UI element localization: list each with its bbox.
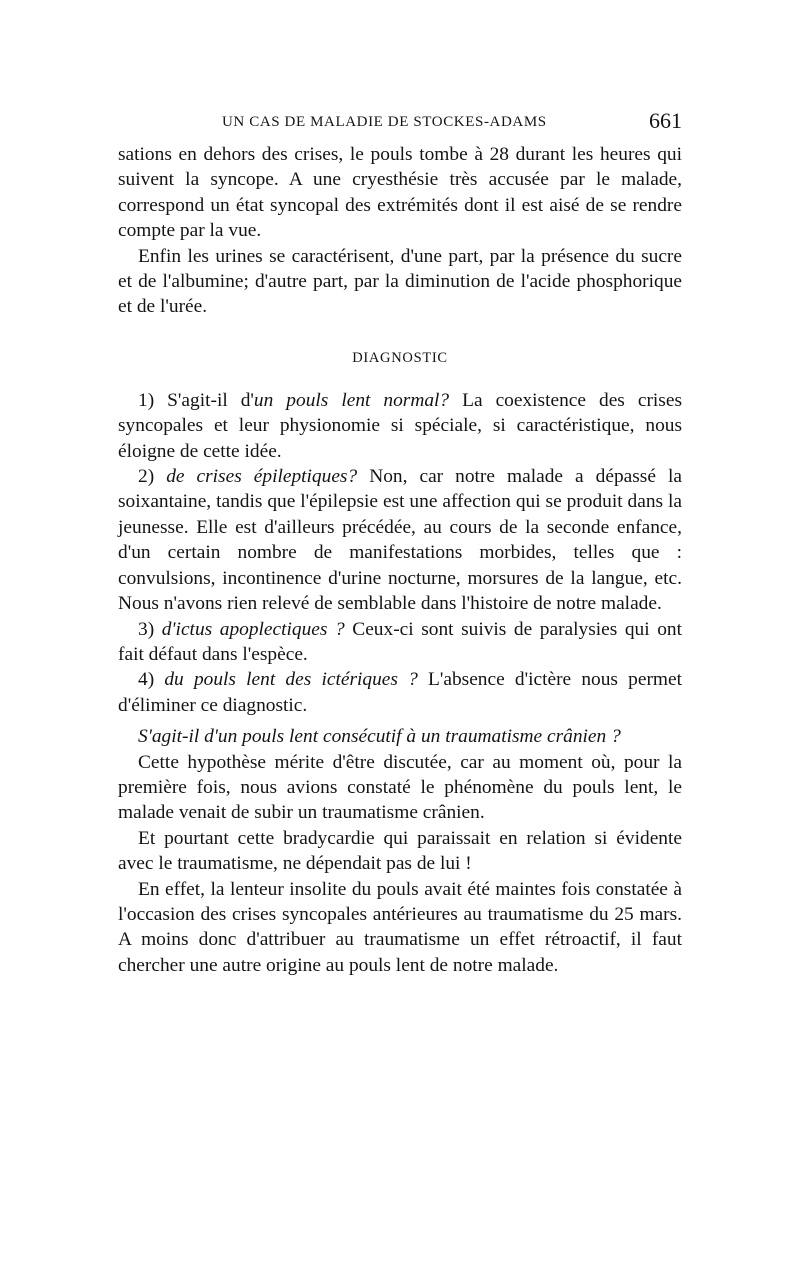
paragraph-bradycardia: Et pourtant cette bradycardie qui paraissait en relation si évidente avec le traumatisme, ne dépendait pas de lui !	[118, 827, 682, 875]
item-1-italic: un pouls lent normal?	[253, 389, 450, 411]
book-page	[118, 108, 682, 978]
item-3-text: Ceux-ci sont suivis de paralysies qui ont fait défaut dans l'espèce.	[118, 618, 682, 665]
item-3-lead: 3)	[138, 618, 162, 640]
item-1-lead: 1) S'agit-il d'	[138, 389, 254, 411]
page-number: 661	[649, 108, 682, 133]
item-2-lead: 2)	[138, 466, 167, 488]
item-4-italic: du pouls lent des ictériques ?	[164, 669, 418, 691]
item-1-text: La coexistence des crises syncopales et leur physionomie si spéciale, si caractéristique, nous éloigne de cette idée.	[118, 389, 683, 462]
section-heading-diagnostic: DIAGNOSTIC	[352, 349, 448, 366]
item-2-text: Non, car notre malade a dépassé la soixantaine, tandis que l'épilepsie est une affection qui se produit dans la jeunesse. Elle est d'ailleurs précédée, au cours de la seconde enfance, d'un certain nombre de manifestations morbides, telles que : convulsions, incontinence d'urine nocturne, morsures de la langue, etc. Nous n'avons rien relevé de semblable dans l'histoire de notre malade.	[118, 466, 682, 615]
item-4-lead: 4)	[138, 669, 165, 691]
item-4-text: L'absence d'ictère nous permet d'éliminer ce diagnostic.	[118, 669, 682, 716]
body-text	[118, 142, 682, 978]
paragraph-continuation: sations en dehors des crises, le pouls tombe à 28 durant les heures qui suivent la syncope. A une cryesthésie très accusée par le malade, correspond un état syncopal des extrémités dont il est aisé de se rendre compte par la vue.	[118, 144, 682, 242]
question-heading: S'agit-il d'un pouls lent consécutif à un traumatisme crânien ?	[138, 726, 621, 748]
paragraph-hypothesis: Cette hypothèse mérite d'être discutée, car au moment où, pour la première fois, nous avions constaté le phénomène du pouls lent, le malade venait de subir un traumatisme crânien.	[118, 751, 682, 824]
item-2-italic: de crises épileptiques?	[166, 466, 358, 488]
running-title: UN CAS DE MALADIE DE STOCKES-ADAMS	[222, 114, 547, 130]
diagnostic-item-4	[118, 667, 682, 718]
running-header	[118, 108, 682, 142]
diagnostic-item-2	[118, 464, 682, 616]
diagnostic-item-1	[118, 388, 682, 464]
paragraph-urines: Enfin les urines se caractérisent, d'une part, par la présence du sucre et de l'albumine; d'autre part, par la diminution de l'acide phosphorique et de l'urée.	[118, 245, 682, 318]
item-3-italic: d'ictus apoplectiques ?	[161, 618, 345, 640]
diagnostic-item-3	[118, 617, 682, 668]
paragraph-conclusion: En effet, la lenteur insolite du pouls avait été maintes fois constatée à l'occasion des crises syncopales antérieures au traumatisme du 25 mars. A moins donc d'attribuer au traumatisme un effet rétroactif, il faut chercher une autre origine au pouls lent de notre malade.	[118, 878, 682, 976]
